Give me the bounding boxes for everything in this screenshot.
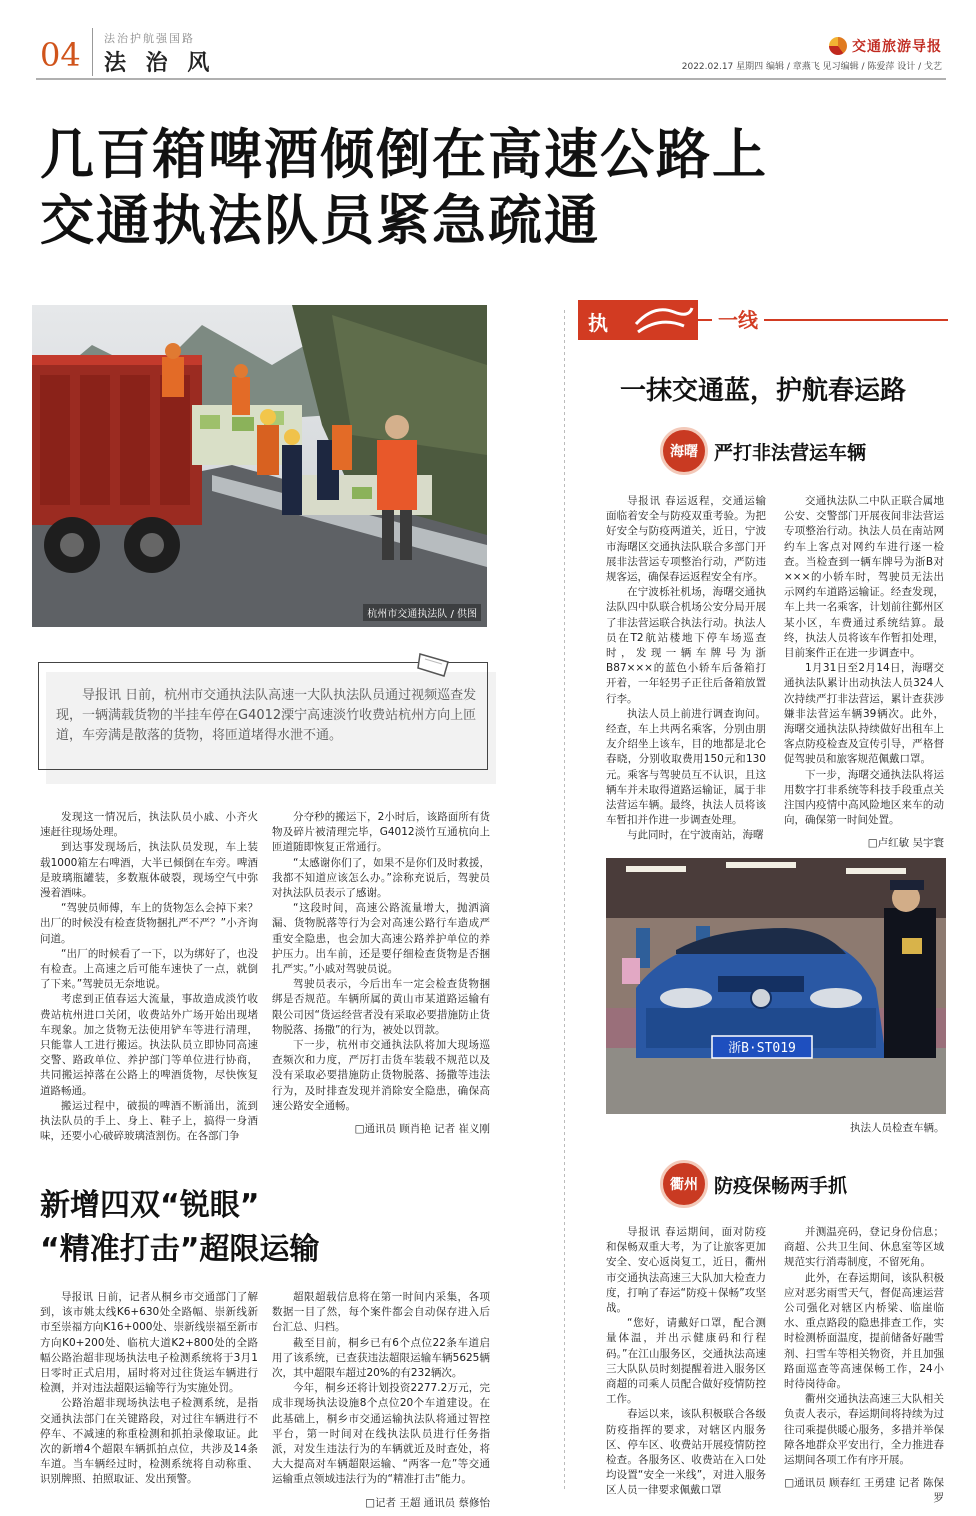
paragraph: “您好，请戴好口罩，配合测量体温，并出示健康码和行程码。”在江山服务区，交通执法高速三大队队员时刻提醒着进入服务区商超的司乘人员配合做好疫情防控工作。 xyxy=(606,1317,766,1406)
masthead xyxy=(0,0,976,80)
paragraph: 公路治超非现场执法电子检测系统，是指交通执法部门在关键路段，对过往车辆进行不停车、不减速的称重检测和抓拍录像取证。此次的新增4个超限车辆抓拍点位，共涉及14条车道。当车辆经过时，检测系统将自动称重、识别牌照、拍照取证、发出预警。 xyxy=(40,1397,258,1486)
paragraph: 执法人员上前进行调查询问。经查，车上共两名乘客，分别由朋友介绍坐上该车，目的地都是北仑春晓，分别收取费用150元和130元。乘客与驾驶员互不认识，且这辆车并未取得道路运输证，属于非法营运车辆。最终，执法人员将该车暂扣并作进一步调查处理。 xyxy=(606,707,766,827)
tape-corner-icon xyxy=(416,650,452,678)
header-divider xyxy=(92,28,93,76)
car-check-illustration xyxy=(606,858,946,1114)
article1-column-b xyxy=(272,810,490,1137)
issue-meta: 2022.02.17 星期四 编辑 / 章燕飞 见习编辑 / 陈爱萍 设计 / 戈艺 xyxy=(681,62,942,72)
headline-line-2: 交通执法队员紧急疏通 xyxy=(40,189,600,252)
haishu-byline: □卢红敏 吴宇寰 xyxy=(867,837,944,850)
haishu-title: 严打非法营运车辆 xyxy=(714,441,867,464)
photo-caption: 杭州市交通执法队 / 供图 xyxy=(363,604,481,621)
haishu-heading xyxy=(660,427,866,475)
article2-headline xyxy=(40,1184,319,1272)
paragraph: 衢州交通执法高速三大队相关负责人表示，春运期间将持续为过往司乘提供暖心服务，多措并举保障各地群众平安出行，全力推进春运期间各项工作有序开展。 xyxy=(784,1393,944,1467)
paragraph: 到达事发现场后，执法队员发现，车上装载1000箱左右啤酒，大半已倾倒在车旁。啤酒是玻璃瓶罐装，多数瓶体破裂，现场空气中弥漫着酒味。 xyxy=(40,841,258,900)
paragraph: 考虑到正值春运大流量，事故造成淡竹收费站杭州进口关闭，收费站外广场开始出现堵车现象。加之货物无法使用铲车等进行清理，只能靠人工进行搬运。执法队员立即协同高速交警、路政单位、养护部门等单位进行协商，共同搬运掉落在公路上的啤酒货物，尽快恢复道路畅通。 xyxy=(40,993,258,1097)
paragraph: “出厂的时候看了一下，以为绑好了，也没有检查。上高速之后可能车速快了一点，就倒了下来。”驾驶员无奈地说。 xyxy=(40,947,258,991)
quzhou-column-a xyxy=(606,1225,766,1499)
quzhou-byline: □通讯员 顾春红 王勇建 记者 陈保罗 xyxy=(784,1477,944,1505)
article2-byline: □记者 王超 通讯员 蔡修怡 xyxy=(365,1496,490,1509)
paragraph: 春运以来，该队积极联合各级防疫指挥的要求，对辖区内服务区、停车区、收费站开展疫情防控检查。各服务区、收费站在入口处均设置“安全一米线”，对进入服务区人员一律要求佩戴口罩 xyxy=(606,1408,766,1497)
brand-logo-icon xyxy=(829,37,847,55)
paragraph: 搬运过程中，破损的啤酒不断涌出，流到执法队员的手上、身上、鞋子上，搞得一身酒味，还要小心破碎玻璃渣割伤。在各部门争 xyxy=(40,1099,258,1143)
lead-text: 导报讯 日前，杭州市交通执法队高速一大队执法队员通过视频巡查发现，一辆满载货物的半挂车停在G4012溧宁高速淡竹收费站杭州方向上匝道，车旁满是散落的货物，将匝道堵得水泄不通。 xyxy=(56,688,477,743)
paragraph: 导报讯 春运返程，交通运输面临着安全与防疫双重考验。为把好安全与防疫两道关，近日，宁波市海曙区交通执法队联合多部门开展非法营运专项整治行动，严防违规客运，确保春运返程安全有序。 xyxy=(606,495,766,584)
page-number: 04 xyxy=(40,36,81,74)
haishu-column-a xyxy=(606,494,766,844)
column-title: 一抹交通蓝，护航春运路 xyxy=(620,376,907,406)
column-separator xyxy=(564,310,565,1490)
paragraph: 截至目前，桐乡已有6个点位22条车道启用了该系统，已查获违法超限运输车辆5625辆次，其中超限车超过20%的有232辆次。 xyxy=(272,1336,490,1380)
article2-title-line-2: “精准打击”超限运输 xyxy=(40,1232,320,1267)
header-slogan: 法治护航强国路 xyxy=(104,32,195,45)
paragraph: 发现这一情况后，执法队员小戚、小齐火速赶往现场处理。 xyxy=(40,811,258,839)
article2-column-b xyxy=(272,1290,490,1511)
paragraph: “驾驶员师傅，车上的货物怎么会掉下来？出厂的时候没有检查货物捆扎严不严？”小齐询问道。 xyxy=(40,902,258,945)
banner-swirl-icon xyxy=(634,302,694,338)
article2-column-a xyxy=(40,1290,258,1488)
article2-title-line-1: 新增四双“锐眼” xyxy=(40,1188,260,1223)
paragraph: 并测温亮码，登记身份信息；商超、公共卫生间、休息室等区域规范实行消毒制度，不留死角。 xyxy=(784,1226,944,1269)
quzhou-stamp: 衢州 xyxy=(660,1160,708,1208)
beer-scene-illustration xyxy=(32,305,487,627)
quzhou-title: 防疫保畅两手抓 xyxy=(714,1174,848,1197)
brand-name: 交通旅游导报 xyxy=(852,39,942,55)
paragraph: 下一步，杭州市交通执法队将加大现场巡查频次和力度，严厉打击货车装载不规范以及没有采取必要措施防止货物脱落、扬撒等违法行为，及时排查发现并消除安全隐患，确保高速公路安全通畅。 xyxy=(272,1039,490,1112)
banner-right-text: 一线 xyxy=(712,304,764,333)
paragraph: 导报讯 日前，记者从桐乡市交通部门了解到，该市姚太线K6+630处全路幅、崇新线新市至崇福方向K16+000处、崇新线崇福至新市方向K0+200处、临杭大道K2+800处的全路幅公路治超非现场执法电子检测系统将于3月1日零时正式启用，届时将对过往货运车辆进行检测，并对违法超限运输等行为实施处罚。 xyxy=(40,1291,258,1395)
quzhou-column-b xyxy=(784,1225,944,1507)
section-title: 法 治 风 xyxy=(104,51,216,76)
headline-line-1: 几百箱啤酒倾倒在高速公路上 xyxy=(40,123,768,186)
license-plate: 浙B·ST019 xyxy=(728,1041,796,1056)
paragraph: 今年，桐乡还将计划投资2277.2万元，完成非现场执法设施8个点位20个车道建设。在此基础上，桐乡市交通运输执法队将通过智控平台，第一时间对在线执法队员进行任务指派，对发生违法行为的车辆就近及时查处，将大大提高对车辆超限运输、“两客一危”等交通运输重点领域违法行为的“精准打击”能力。 xyxy=(272,1382,490,1486)
paragraph: 导报讯 春运期间，面对防疫和保畅双重大考，为了让旅客更加安全、安心返岗复工，近日，衢州市交通执法高速三大队加大检查力度，打响了春运“防疫＋保畅”攻坚战。 xyxy=(606,1226,766,1315)
paragraph: 1月31日至2月14日，海曙交通执法队累计出动执法人员324人次持续严打非法营运，累计查获涉嫌非法营运车辆39辆次。此外，海曙交通执法队持续做好出租车上客点防疫检查及宣传引导，严格督促驾驶员和旅客规范佩戴口罩。 xyxy=(784,662,944,766)
article1-column-a xyxy=(40,810,258,1144)
column-banner xyxy=(578,300,948,340)
quzhou-heading xyxy=(660,1160,847,1208)
lead-box xyxy=(38,650,496,784)
paragraph: “太感谢你们了，如果不是你们及时救援，我都不知道应该怎么办。”涂称充说后，驾驶员对执法队员表示了感谢。 xyxy=(272,856,490,900)
paragraph: 在宁波栎社机场，海曙交通执法队四中队联合机场公安分局开展了非法营运联合执法行动。执法人员在T2航站楼地下停车场巡查时，发现一辆车牌号为浙B87×××的蓝色小轿车后备箱打开着，一年轻男子正往后备箱放置行李。 xyxy=(606,586,766,705)
haishu-stamp: 海曙 xyxy=(660,427,708,475)
beer-scene-photo xyxy=(32,305,487,627)
car-photo-caption: 执法人员检查车辆。 xyxy=(850,1122,945,1134)
paragraph: 与此同时，在宁波南站，海曙 xyxy=(627,829,764,842)
brand xyxy=(829,36,942,56)
paragraph: 分夺秒的搬运下，2小时后，该路面所有货物及碎片被清理完毕，G4012淡竹互通杭向上匝道随即恢复正常通行。 xyxy=(272,811,490,854)
banner-left-text: 执 xyxy=(588,311,608,335)
haishu-column-b xyxy=(784,494,944,852)
paragraph: 驾驶员表示，今后出车一定会检查货物捆绑是否规范。车辆所属的黄山市某道路运输有限公司因“货运经营者没有采取必要措施防止货物脱落、扬撒”的行为，被处以罚款。 xyxy=(272,978,490,1036)
paragraph: 交通执法队二中队正联合属地公安、交警部门开展夜间非法营运专项整治行动。执法人员在南站网约车上客点对网约车进行逐一检查。当检查到一辆车牌号为浙B对×××的小轿车时，驾驶员无法出示网约车道路运输证。经查发现，车上共一名乘客，计划前往鄞州区某小区，车费通过系统结算。最终，执法人员将该车作暂扣处理，目前案件正在进一步调查中。 xyxy=(784,495,944,660)
header-rule xyxy=(36,78,946,80)
main-headline xyxy=(40,122,940,254)
paragraph: 此外，在春运期间，该队积极应对恶劣雨雪天气，督促高速运营公司强化对辖区内桥梁、临崖临水、重点路段的隐患排查工作，实时检测桥面温度，提前储备好融雪剂、扫雪车等相关物资，并且加强路面巡查等高速保畅工作，24小时待岗待命。 xyxy=(784,1271,944,1391)
paragraph: “这段时间，高速公路流量增大，抛洒滴漏、货物脱落等行为会对高速公路行车造成严重安全隐患，也会加大高速公路养护单位的养护压力。出车前，还是要仔细检查货物是否捆扎严实。”小戚对驾驶员说。 xyxy=(272,902,490,976)
paragraph: 超限超载信息将在第一时间内采集，各项数据一目了然，每个案件都会自动保存进入后台汇总、归档。 xyxy=(272,1291,490,1334)
car-check-photo xyxy=(606,858,946,1114)
article1-byline: □通讯员 顾肖艳 记者 崔义刚 xyxy=(354,1123,490,1136)
paragraph: 下一步，海曙交通执法队将运用数字打非系统等科技手段重点关注国内疫情中高风险地区来车的动向，确保第一时间处置。 xyxy=(784,768,944,827)
